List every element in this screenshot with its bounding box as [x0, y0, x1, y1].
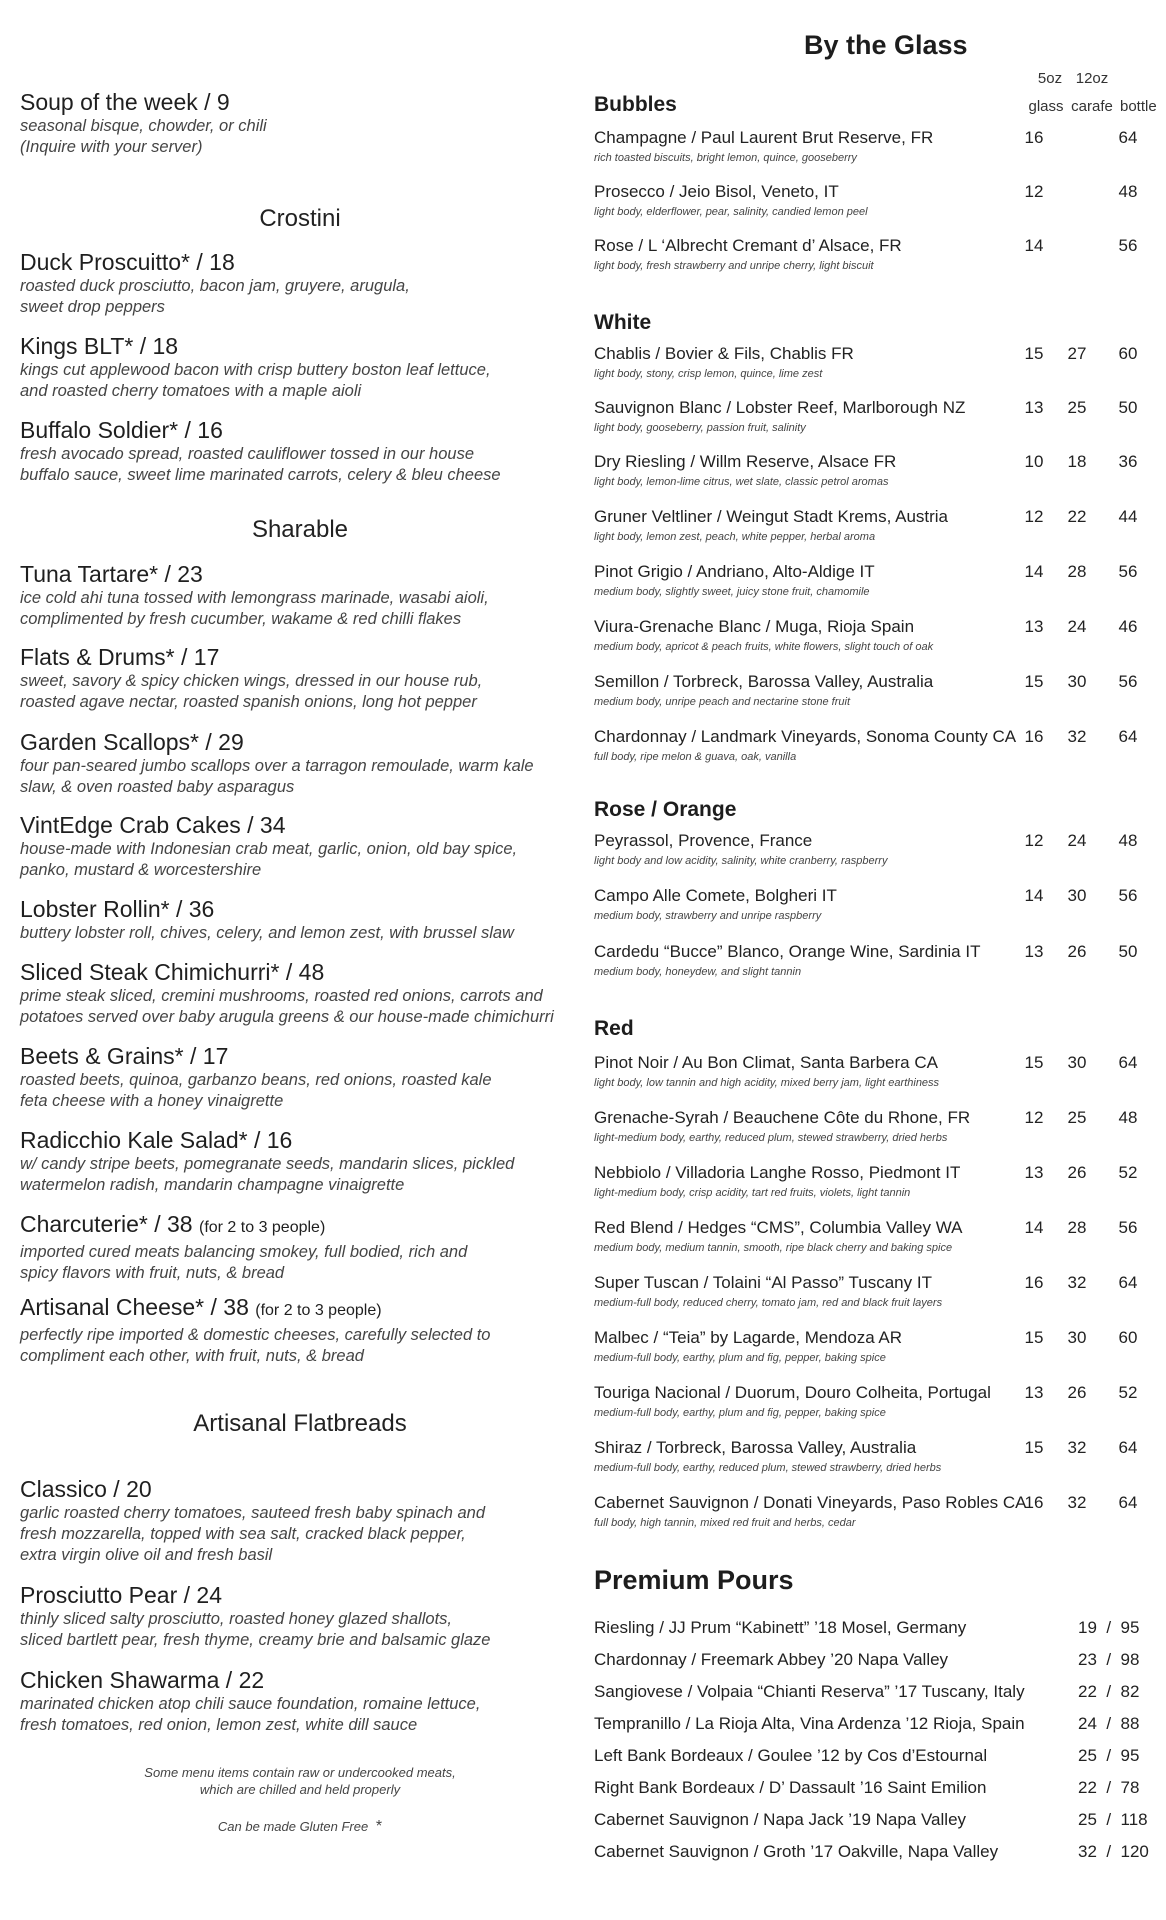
premium-wine-name: Sangiovese / Volpaia “Chianti Reserva” ’17 Tuscany, Italy [594, 1682, 1025, 1701]
menu-item [20, 1126, 580, 1196]
category-rose-orange: Rose / Orange [594, 798, 737, 821]
glass-price: 13 [1024, 1163, 1044, 1182]
wine-desc: medium body, unripe peach and nectarine stone fruit [594, 696, 851, 708]
glass-price: 14 [1024, 236, 1044, 255]
wine-desc: medium-full body, earthy, reduced plum, stewed strawberry, dried herbs [594, 1462, 942, 1474]
glass-price: 12 [1024, 182, 1044, 201]
gluten-free-text: Can be made Gluten Free [217, 1819, 369, 1834]
item-desc: fresh mozzarella, topped with sea salt, cracked black pepper, [20, 1525, 466, 1543]
carafe-price: 30 [1067, 1053, 1087, 1072]
wine-name: Touriga Nacional / Duorum, Douro Colheita, Portugal [594, 1383, 991, 1402]
item-desc: (Inquire with your server) [20, 138, 203, 156]
carafe-price: 30 [1067, 1328, 1087, 1347]
item-desc: house-made with Indonesian crab meat, garlic, onion, old bay spice, [20, 840, 518, 858]
item-desc: sweet drop peppers [20, 298, 165, 316]
glass-price: 14 [1024, 886, 1044, 905]
item-name-text: Charcuterie* / 38 [20, 1211, 193, 1237]
wine-desc: light body, lemon zest, peach, white pepper, herbal aroma [594, 531, 876, 543]
item-desc: roasted duck prosciutto, bacon jam, gruyere, arugula, [20, 277, 410, 295]
wine-row [594, 507, 1166, 543]
item-serving-note: (for 2 to 3 people) [255, 1302, 382, 1319]
glass-price: 12 [1024, 507, 1044, 526]
bottle-price: 64 [1118, 128, 1138, 147]
premium-price: 22 / 82 [1078, 1682, 1140, 1701]
wine-row [594, 1273, 1166, 1309]
item-desc: buttery lobster roll, chives, celery, and lemon zest, with brussel slaw [20, 924, 514, 942]
menu-item [20, 1293, 580, 1367]
glass-price: 15 [1024, 672, 1044, 691]
wine-row [594, 942, 1166, 978]
wine-desc: light body, gooseberry, passion fruit, salinity [594, 422, 806, 434]
wine-name: Pinot Noir / Au Bon Climat, Santa Barbera CA [594, 1053, 938, 1072]
item-name: Kings BLT* / 18 [20, 333, 179, 359]
wine-row [594, 1163, 1166, 1199]
menu-item [20, 1475, 580, 1566]
raw-meat-disclaimer [20, 1764, 580, 1798]
item-desc: panko, mustard & worcestershire [20, 861, 262, 879]
glass-price: 16 [1024, 1493, 1044, 1512]
wine-name: Chablis / Bovier & Fils, Chablis FR [594, 344, 854, 363]
item-desc: buffalo sauce, sweet lime marinated carrots, celery & bleu cheese [20, 466, 501, 484]
premium-price: 25 / 118 [1078, 1810, 1148, 1829]
glass-price: 12 [1024, 831, 1044, 850]
bottle-price: 48 [1118, 182, 1138, 201]
premium-row [594, 1682, 1166, 1702]
premium-wine-name: Cabernet Sauvignon / Groth ’17 Oakville, Napa Valley [594, 1842, 999, 1861]
wine-row [594, 617, 1166, 653]
carafe-price: 24 [1067, 831, 1087, 850]
category-bubbles: Bubbles [594, 93, 677, 116]
menu-item-soup [20, 88, 580, 158]
premium-row [594, 1714, 1166, 1734]
wine-desc: light body, low tannin and high acidity, mixed berry jam, light earthiness [594, 1077, 940, 1089]
bottle-price: 36 [1118, 452, 1138, 471]
wine-desc: rich toasted biscuits, bright lemon, quince, gooseberry [594, 152, 857, 164]
wine-desc: light-medium body, crisp acidity, tart red fruits, violets, light tannin [594, 1187, 911, 1199]
menu-item [20, 332, 580, 402]
item-name [20, 1210, 580, 1242]
menu-item [20, 1581, 580, 1651]
menu-item [20, 560, 580, 630]
bottle-price: 60 [1118, 1328, 1138, 1347]
item-serving-note: (for 2 to 3 people) [198, 1219, 326, 1236]
menu-item [20, 643, 580, 713]
wine-row [594, 727, 1166, 763]
glass-price: 14 [1024, 562, 1044, 581]
carafe-price: 25 [1067, 1108, 1087, 1127]
premium-price: 19 / 95 [1078, 1618, 1140, 1637]
item-desc: complimented by fresh cucumber, wakame & red chilli flakes [20, 610, 462, 628]
item-name: Flats & Drums* / 17 [20, 644, 220, 670]
item-desc: watermelon radish, mandarin champagne vinaigrette [20, 1176, 405, 1194]
premium-row [594, 1842, 1166, 1862]
item-desc: fresh avocado spread, roasted cauliflower tossed in our house [20, 445, 475, 463]
carafe-price: 32 [1067, 1273, 1087, 1292]
menu-item [20, 1666, 580, 1736]
bottle-price: 60 [1118, 344, 1138, 363]
wine-desc: medium body, medium tannin, smooth, ripe black cherry and baking spice [594, 1242, 953, 1254]
item-desc: marinated chicken atop chili sauce foundation, romaine lettuce, [20, 1695, 481, 1713]
carafe-price: 24 [1067, 617, 1087, 636]
wine-name: Cardedu “Bucce” Blanco, Orange Wine, Sardinia IT [594, 942, 981, 961]
wine-row [594, 1438, 1166, 1474]
wine-desc: light body, fresh strawberry and unripe cherry, light biscuit [594, 260, 874, 272]
wine-row [594, 344, 1166, 380]
wine-row [594, 236, 1166, 272]
wine-row [594, 1108, 1166, 1144]
item-name: VintEdge Crab Cakes / 34 [20, 812, 286, 838]
bottle-price: 48 [1118, 831, 1138, 850]
gluten-free-star: * [375, 1818, 383, 1835]
bottle-price: 64 [1118, 1438, 1138, 1457]
premium-pours-title: Premium Pours [594, 1565, 794, 1595]
item-name: Duck Proscuitto* / 18 [20, 249, 235, 275]
premium-row [594, 1778, 1166, 1798]
wine-name: Nebbiolo / Villadoria Langhe Rosso, Piedmont IT [594, 1163, 961, 1182]
wine-row [594, 1328, 1166, 1364]
glass-price: 15 [1024, 1053, 1044, 1072]
item-desc: imported cured meats balancing smokey, full bodied, rich and [20, 1243, 468, 1261]
item-name: Tuna Tartare* / 23 [20, 561, 203, 587]
wine-desc: medium body, honeydew, and slight tannin [594, 966, 802, 978]
glass-price: 15 [1024, 1328, 1044, 1347]
bottle-price: 48 [1118, 1108, 1138, 1127]
item-desc: compliment each other, with fruit, nuts, & bread [20, 1347, 364, 1365]
menu-item [20, 958, 580, 1028]
wine-name: Grenache-Syrah / Beauchene Côte du Rhone, FR [594, 1108, 971, 1127]
item-desc: fresh tomatoes, red onion, lemon zest, white dill sauce [20, 1716, 418, 1734]
premium-row [594, 1618, 1166, 1638]
wine-row [594, 831, 1166, 867]
item-name [20, 1293, 580, 1325]
wine-row [594, 886, 1166, 922]
wine-name: Campo Alle Comete, Bolgheri IT [594, 886, 837, 905]
glass-price: 15 [1024, 1438, 1044, 1457]
bottle-price: 56 [1118, 672, 1138, 691]
carafe-price: 30 [1067, 672, 1087, 691]
wine-row [594, 182, 1166, 218]
wine-desc: light-medium body, earthy, reduced plum, stewed strawberry, dried herbs [594, 1132, 948, 1144]
carafe-price: 26 [1067, 942, 1087, 961]
col-header-carafe: carafe [1071, 98, 1113, 115]
wine-desc: full body, high tannin, mixed red fruit and herbs, cedar [594, 1517, 856, 1529]
item-name: Garden Scallops* / 29 [20, 729, 244, 755]
bottle-price: 64 [1118, 1493, 1138, 1512]
item-name: Buffalo Soldier* / 16 [20, 417, 223, 443]
premium-wine-name: Tempranillo / La Rioja Alta, Vina Ardenza ’12 Rioja, Spain [594, 1714, 1025, 1733]
gluten-free-note [20, 1818, 580, 1835]
item-name: Soup of the week / 9 [20, 89, 230, 115]
wine-desc: medium-full body, earthy, plum and fig, pepper, baking spice [594, 1407, 886, 1419]
wine-name: Viura-Grenache Blanc / Muga, Rioja Spain [594, 617, 915, 636]
item-name: Chicken Shawarma / 22 [20, 1667, 265, 1693]
wine-desc: light body, stony, crisp lemon, quince, lime zest [594, 368, 823, 380]
carafe-price: 28 [1067, 562, 1087, 581]
item-desc: ice cold ahi tuna tossed with lemongrass marinade, wasabi aioli, [20, 589, 489, 607]
wine-row [594, 1218, 1166, 1254]
item-name: Beets & Grains* / 17 [20, 1043, 229, 1069]
item-desc: w/ candy stripe beets, pomegranate seeds, mandarin slices, pickled [20, 1155, 515, 1173]
menu-item [20, 248, 580, 318]
premium-row [594, 1650, 1166, 1670]
wine-desc: medium body, strawberry and unripe raspberry [594, 910, 822, 922]
glass-price: 13 [1024, 398, 1044, 417]
item-name: Classico / 20 [20, 1476, 152, 1502]
carafe-price: 28 [1067, 1218, 1087, 1237]
carafe-price: 32 [1067, 727, 1087, 746]
item-desc: extra virgin olive oil and fresh basil [20, 1546, 273, 1564]
bottle-price: 46 [1118, 617, 1138, 636]
item-desc: garlic roasted cherry tomatoes, sauteed fresh baby spinach and [20, 1504, 486, 1522]
wine-name: Semillon / Torbreck, Barossa Valley, Australia [594, 672, 934, 691]
premium-price: 22 / 78 [1078, 1778, 1140, 1797]
category-white: White [594, 311, 652, 334]
carafe-price: 25 [1067, 398, 1087, 417]
item-name: Sliced Steak Chimichurri* / 48 [20, 959, 325, 985]
bottle-price: 44 [1118, 507, 1138, 526]
glass-price: 13 [1024, 617, 1044, 636]
glass-price: 16 [1024, 1273, 1044, 1292]
disclaimer-line: Some menu items contain raw or undercooked meats, [144, 1765, 456, 1780]
section-title-crostini: Crostini [259, 205, 341, 232]
wine-row [594, 1493, 1166, 1529]
premium-wine-name: Left Bank Bordeaux / Goulee ’12 by Cos d’Estournal [594, 1746, 988, 1765]
bottle-price: 56 [1118, 236, 1138, 255]
menu-item [20, 895, 580, 944]
premium-wine-name: Cabernet Sauvignon / Napa Jack ’19 Napa Valley [594, 1810, 967, 1829]
col-header-5oz: 5oz [1037, 70, 1063, 87]
col-header-glass: glass [1028, 98, 1064, 115]
glass-price: 13 [1024, 942, 1044, 961]
carafe-price: 22 [1067, 507, 1087, 526]
carafe-price: 26 [1067, 1383, 1087, 1402]
premium-price: 24 / 88 [1078, 1714, 1140, 1733]
section-title-sharable: Sharable [251, 516, 349, 543]
glass-price: 14 [1024, 1218, 1044, 1237]
item-desc: seasonal bisque, chowder, or chili [20, 117, 267, 135]
carafe-price: 18 [1067, 452, 1087, 471]
wine-name: Peyrassol, Provence, France [594, 831, 813, 850]
premium-wine-name: Riesling / JJ Prum “Kabinett” ’18 Mosel, Germany [594, 1618, 967, 1637]
wine-name: Champagne / Paul Laurent Brut Reserve, FR [594, 128, 934, 147]
item-name-text: Artisanal Cheese* / 38 [20, 1294, 249, 1320]
item-desc: thinly sliced salty prosciutto, roasted honey glazed shallots, [20, 1610, 452, 1628]
wine-name: Chardonnay / Landmark Vineyards, Sonoma County CA [594, 727, 1017, 746]
menu-item [20, 811, 580, 881]
item-desc: prime steak sliced, cremini mushrooms, roasted red onions, carrots and [20, 987, 543, 1005]
wine-row [594, 562, 1166, 598]
bottle-price: 50 [1118, 942, 1138, 961]
wine-name: Rose / L ‘Albrecht Cremant d’ Alsace, FR [594, 236, 902, 255]
wine-name: Sauvignon Blanc / Lobster Reef, Marlborough NZ [594, 398, 966, 417]
premium-price: 25 / 95 [1078, 1746, 1140, 1765]
bottle-price: 56 [1118, 562, 1138, 581]
bottle-price: 64 [1118, 727, 1138, 746]
item-desc: and roasted cherry tomatoes with a maple aioli [20, 382, 362, 400]
item-desc: slaw, & oven roasted baby asparagus [20, 778, 295, 796]
carafe-price: 27 [1067, 344, 1087, 363]
bottle-price: 64 [1118, 1273, 1138, 1292]
by-the-glass-title: By the Glass [804, 30, 968, 60]
wine-desc: medium-full body, reduced cherry, tomato jam, red and black fruit layers [594, 1297, 943, 1309]
wine-row [594, 452, 1166, 488]
menu-item [20, 416, 580, 486]
item-name: Radicchio Kale Salad* / 16 [20, 1127, 293, 1153]
wine-name: Malbec / “Teia” by Lagarde, Mendoza AR [594, 1328, 903, 1347]
premium-price: 23 / 98 [1078, 1650, 1140, 1669]
item-desc: four pan-seared jumbo scallops over a tarragon remoulade, warm kale [20, 757, 534, 775]
menu-item [20, 1042, 580, 1112]
item-desc: roasted beets, quinoa, garbanzo beans, red onions, roasted kale [20, 1071, 492, 1089]
item-desc: sliced bartlett pear, fresh thyme, creamy brie and balsamic glaze [20, 1631, 491, 1649]
wine-desc: light body and low acidity, salinity, white cranberry, raspberry [594, 855, 888, 867]
bottle-price: 52 [1118, 1383, 1138, 1402]
category-red: Red [594, 1017, 634, 1040]
item-desc: roasted agave nectar, roasted spanish onions, long hot pepper [20, 693, 477, 711]
wine-name: Cabernet Sauvignon / Donati Vineyards, Paso Robles CA [594, 1493, 1027, 1512]
disclaimer-line: which are chilled and held properly [199, 1782, 401, 1797]
wine-row [594, 672, 1166, 708]
glass-price: 16 [1024, 128, 1044, 147]
premium-wine-name: Right Bank Bordeaux / D’ Dassault ’16 Saint Emilion [594, 1778, 987, 1797]
wine-row [594, 128, 1166, 164]
wine-desc: medium-full body, earthy, plum and fig, pepper, baking spice [594, 1352, 886, 1364]
wine-name: Dry Riesling / Willm Reserve, Alsace FR [594, 452, 897, 471]
wine-row [594, 398, 1166, 434]
carafe-price: 32 [1067, 1438, 1087, 1457]
wine-name: Super Tuscan / Tolaini “Al Passo” Tuscany IT [594, 1273, 932, 1292]
glass-price: 13 [1024, 1383, 1044, 1402]
wine-row [594, 1053, 1166, 1089]
glass-price: 12 [1024, 1108, 1044, 1127]
item-desc: potatoes served over baby arugula greens & our house-made chimichurri [20, 1008, 554, 1026]
item-desc: feta cheese with a honey vinaigrette [20, 1092, 284, 1110]
wine-desc: full body, ripe melon & guava, oak, vanilla [594, 751, 797, 763]
item-desc: spicy flavors with fruit, nuts, & bread [20, 1264, 285, 1282]
bottle-price: 50 [1118, 398, 1138, 417]
item-desc: kings cut applewood bacon with crisp buttery boston leaf lettuce, [20, 361, 491, 379]
item-name: Prosciutto Pear / 24 [20, 1582, 222, 1608]
item-desc: sweet, savory & spicy chicken wings, dressed in our house rub, [20, 672, 483, 690]
col-header-12oz: 12oz [1075, 70, 1109, 87]
wine-name: Gruner Veltliner / Weingut Stadt Krems, Austria [594, 507, 949, 526]
carafe-price: 26 [1067, 1163, 1087, 1182]
wine-name: Shiraz / Torbreck, Barossa Valley, Australia [594, 1438, 917, 1457]
wine-name: Pinot Grigio / Andriano, Alto-Aldige IT [594, 562, 875, 581]
wine-desc: medium body, slightly sweet, juicy stone fruit, chamomile [594, 586, 870, 598]
glass-price: 10 [1024, 452, 1044, 471]
section-title-flatbreads: Artisanal Flatbreads [193, 1410, 407, 1437]
menu-item [20, 1210, 580, 1284]
premium-wine-name: Chardonnay / Freemark Abbey ’20 Napa Valley [594, 1650, 949, 1669]
wine-desc: light body, elderflower, pear, salinity, candied lemon peel [594, 206, 868, 218]
bottle-price: 52 [1118, 1163, 1138, 1182]
premium-price: 32 / 120 [1078, 1842, 1149, 1861]
glass-price: 16 [1024, 727, 1044, 746]
wine-desc: medium body, apricot & peach fruits, white flowers, slight touch of oak [594, 641, 934, 653]
menu-item [20, 728, 580, 798]
bottle-price: 56 [1118, 886, 1138, 905]
bottle-price: 64 [1118, 1053, 1138, 1072]
premium-row [594, 1810, 1166, 1830]
wine-row [594, 1383, 1166, 1419]
wine-name: Prosecco / Jeio Bisol, Veneto, IT [594, 182, 839, 201]
wine-desc: light body, lemon-lime citrus, wet slate, classic petrol aromas [594, 476, 889, 488]
glass-price: 15 [1024, 344, 1044, 363]
bottle-price: 56 [1118, 1218, 1138, 1237]
item-name: Lobster Rollin* / 36 [20, 896, 215, 922]
premium-row [594, 1746, 1166, 1766]
col-header-bottle: bottle [1120, 98, 1157, 115]
carafe-price: 32 [1067, 1493, 1087, 1512]
wine-name: Red Blend / Hedges “CMS”, Columbia Valley WA [594, 1218, 963, 1237]
carafe-price: 30 [1067, 886, 1087, 905]
item-desc: perfectly ripe imported & domestic cheeses, carefully selected to [20, 1326, 491, 1344]
